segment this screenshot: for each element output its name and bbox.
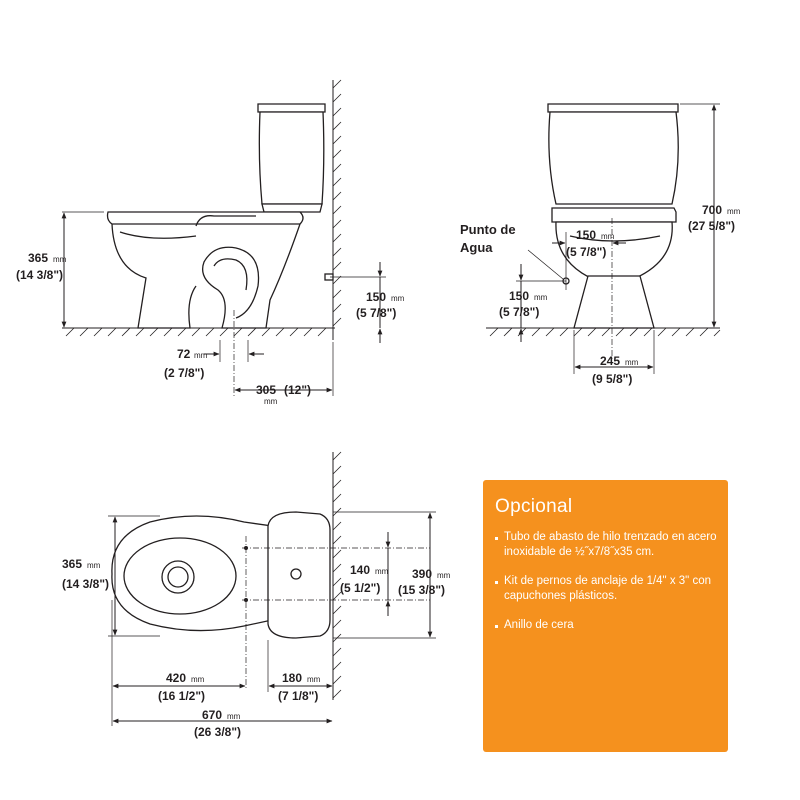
front-base-in: (9 5/8"): [592, 372, 633, 386]
top-bowl-unit: mm: [87, 561, 101, 570]
front-base-mm: 245: [600, 354, 621, 368]
top-bolt-unit: mm: [375, 567, 389, 576]
top-670-mm: 670: [202, 708, 223, 722]
top-tank-in: (15 3/8"): [398, 583, 446, 597]
side-floor: [62, 328, 335, 336]
optional-title: Opcional: [495, 496, 573, 517]
top-bowl-mm: 365: [62, 557, 83, 571]
supply-point-label: [460, 222, 563, 279]
side-roughin-unit: mm: [264, 397, 278, 406]
side-roughin-in: (12"): [284, 383, 312, 397]
side-view: [16, 80, 405, 406]
side-flange-unit: mm: [194, 351, 208, 360]
front-total-in: (27 5/8"): [688, 219, 736, 233]
top-toilet: [112, 512, 330, 638]
top-670-in: (26 3/8"): [194, 725, 242, 739]
optional-accessories-panel: [483, 480, 728, 752]
side-height-dimension: [16, 212, 104, 327]
top-420-in: (16 1/2"): [158, 689, 206, 703]
front-height-unit: mm: [534, 293, 548, 302]
optional-item: Kit de pernos de anclaje de 1/4" x 3" con capuchones plásticos.: [495, 574, 718, 604]
top-bowl-in: (14 3/8"): [62, 577, 110, 591]
side-supply-in: (5 7/8"): [356, 306, 397, 320]
side-supply-mm: 150: [366, 290, 387, 304]
front-toilet: [548, 104, 678, 328]
side-roughin-dimension: [235, 342, 333, 406]
optional-list: [495, 530, 718, 633]
top-tank-unit: mm: [437, 571, 451, 580]
side-flange-mm: 72: [177, 347, 191, 361]
top-180-unit: mm: [307, 675, 321, 684]
top-total-length-dimension: [113, 708, 332, 739]
front-offset-in: (5 7/8"): [566, 245, 607, 259]
top-bolt-dimension: [340, 532, 389, 616]
front-height-in: (5 7/8"): [499, 305, 540, 319]
side-supply-dimension: [330, 262, 405, 343]
side-height-unit: mm: [53, 255, 67, 264]
side-height-in: (14 3/8"): [16, 268, 64, 282]
optional-item: Anillo de cera: [495, 618, 718, 633]
side-height-mm: 365: [28, 251, 49, 265]
front-offset-unit: mm: [601, 232, 615, 241]
front-base-unit: mm: [625, 358, 639, 367]
front-view: [460, 104, 741, 386]
top-180-in: (7 1/8"): [278, 689, 319, 703]
top-tank-depth-dimension: [268, 640, 332, 703]
side-flange-dimension: [164, 310, 264, 398]
front-offset-mm: 150: [576, 228, 597, 242]
top-wall: [333, 452, 341, 700]
top-670-unit: mm: [227, 712, 241, 721]
side-flange-in: (2 7/8"): [164, 366, 205, 380]
top-tank-mm: 390: [412, 567, 433, 581]
front-total-unit: mm: [727, 207, 741, 216]
front-total-height-dimension: [680, 104, 741, 328]
front-supply-height-dimension: [499, 264, 566, 342]
side-wall: [325, 80, 341, 340]
supply-label-line2: Agua: [460, 240, 493, 255]
front-base-dimension: [574, 330, 654, 386]
top-420-unit: mm: [191, 675, 205, 684]
top-view: [62, 452, 451, 739]
optional-item: Tubo de abasto de hilo trenzado en acero inoxidable de ½˝x7/8˝x35 cm.: [495, 530, 718, 560]
side-toilet: [108, 104, 326, 328]
side-supply-unit: mm: [391, 294, 405, 303]
top-bolt-in: (5 1/2"): [340, 581, 381, 595]
top-180-mm: 180: [282, 671, 303, 685]
top-420-mm: 420: [166, 671, 187, 685]
top-bolt-mm: 140: [350, 563, 371, 577]
front-height-mm: 150: [509, 289, 530, 303]
front-total-mm: 700: [702, 203, 723, 217]
supply-label-line1: Punto de: [460, 222, 516, 237]
side-roughin-mm: 305: [256, 383, 277, 397]
